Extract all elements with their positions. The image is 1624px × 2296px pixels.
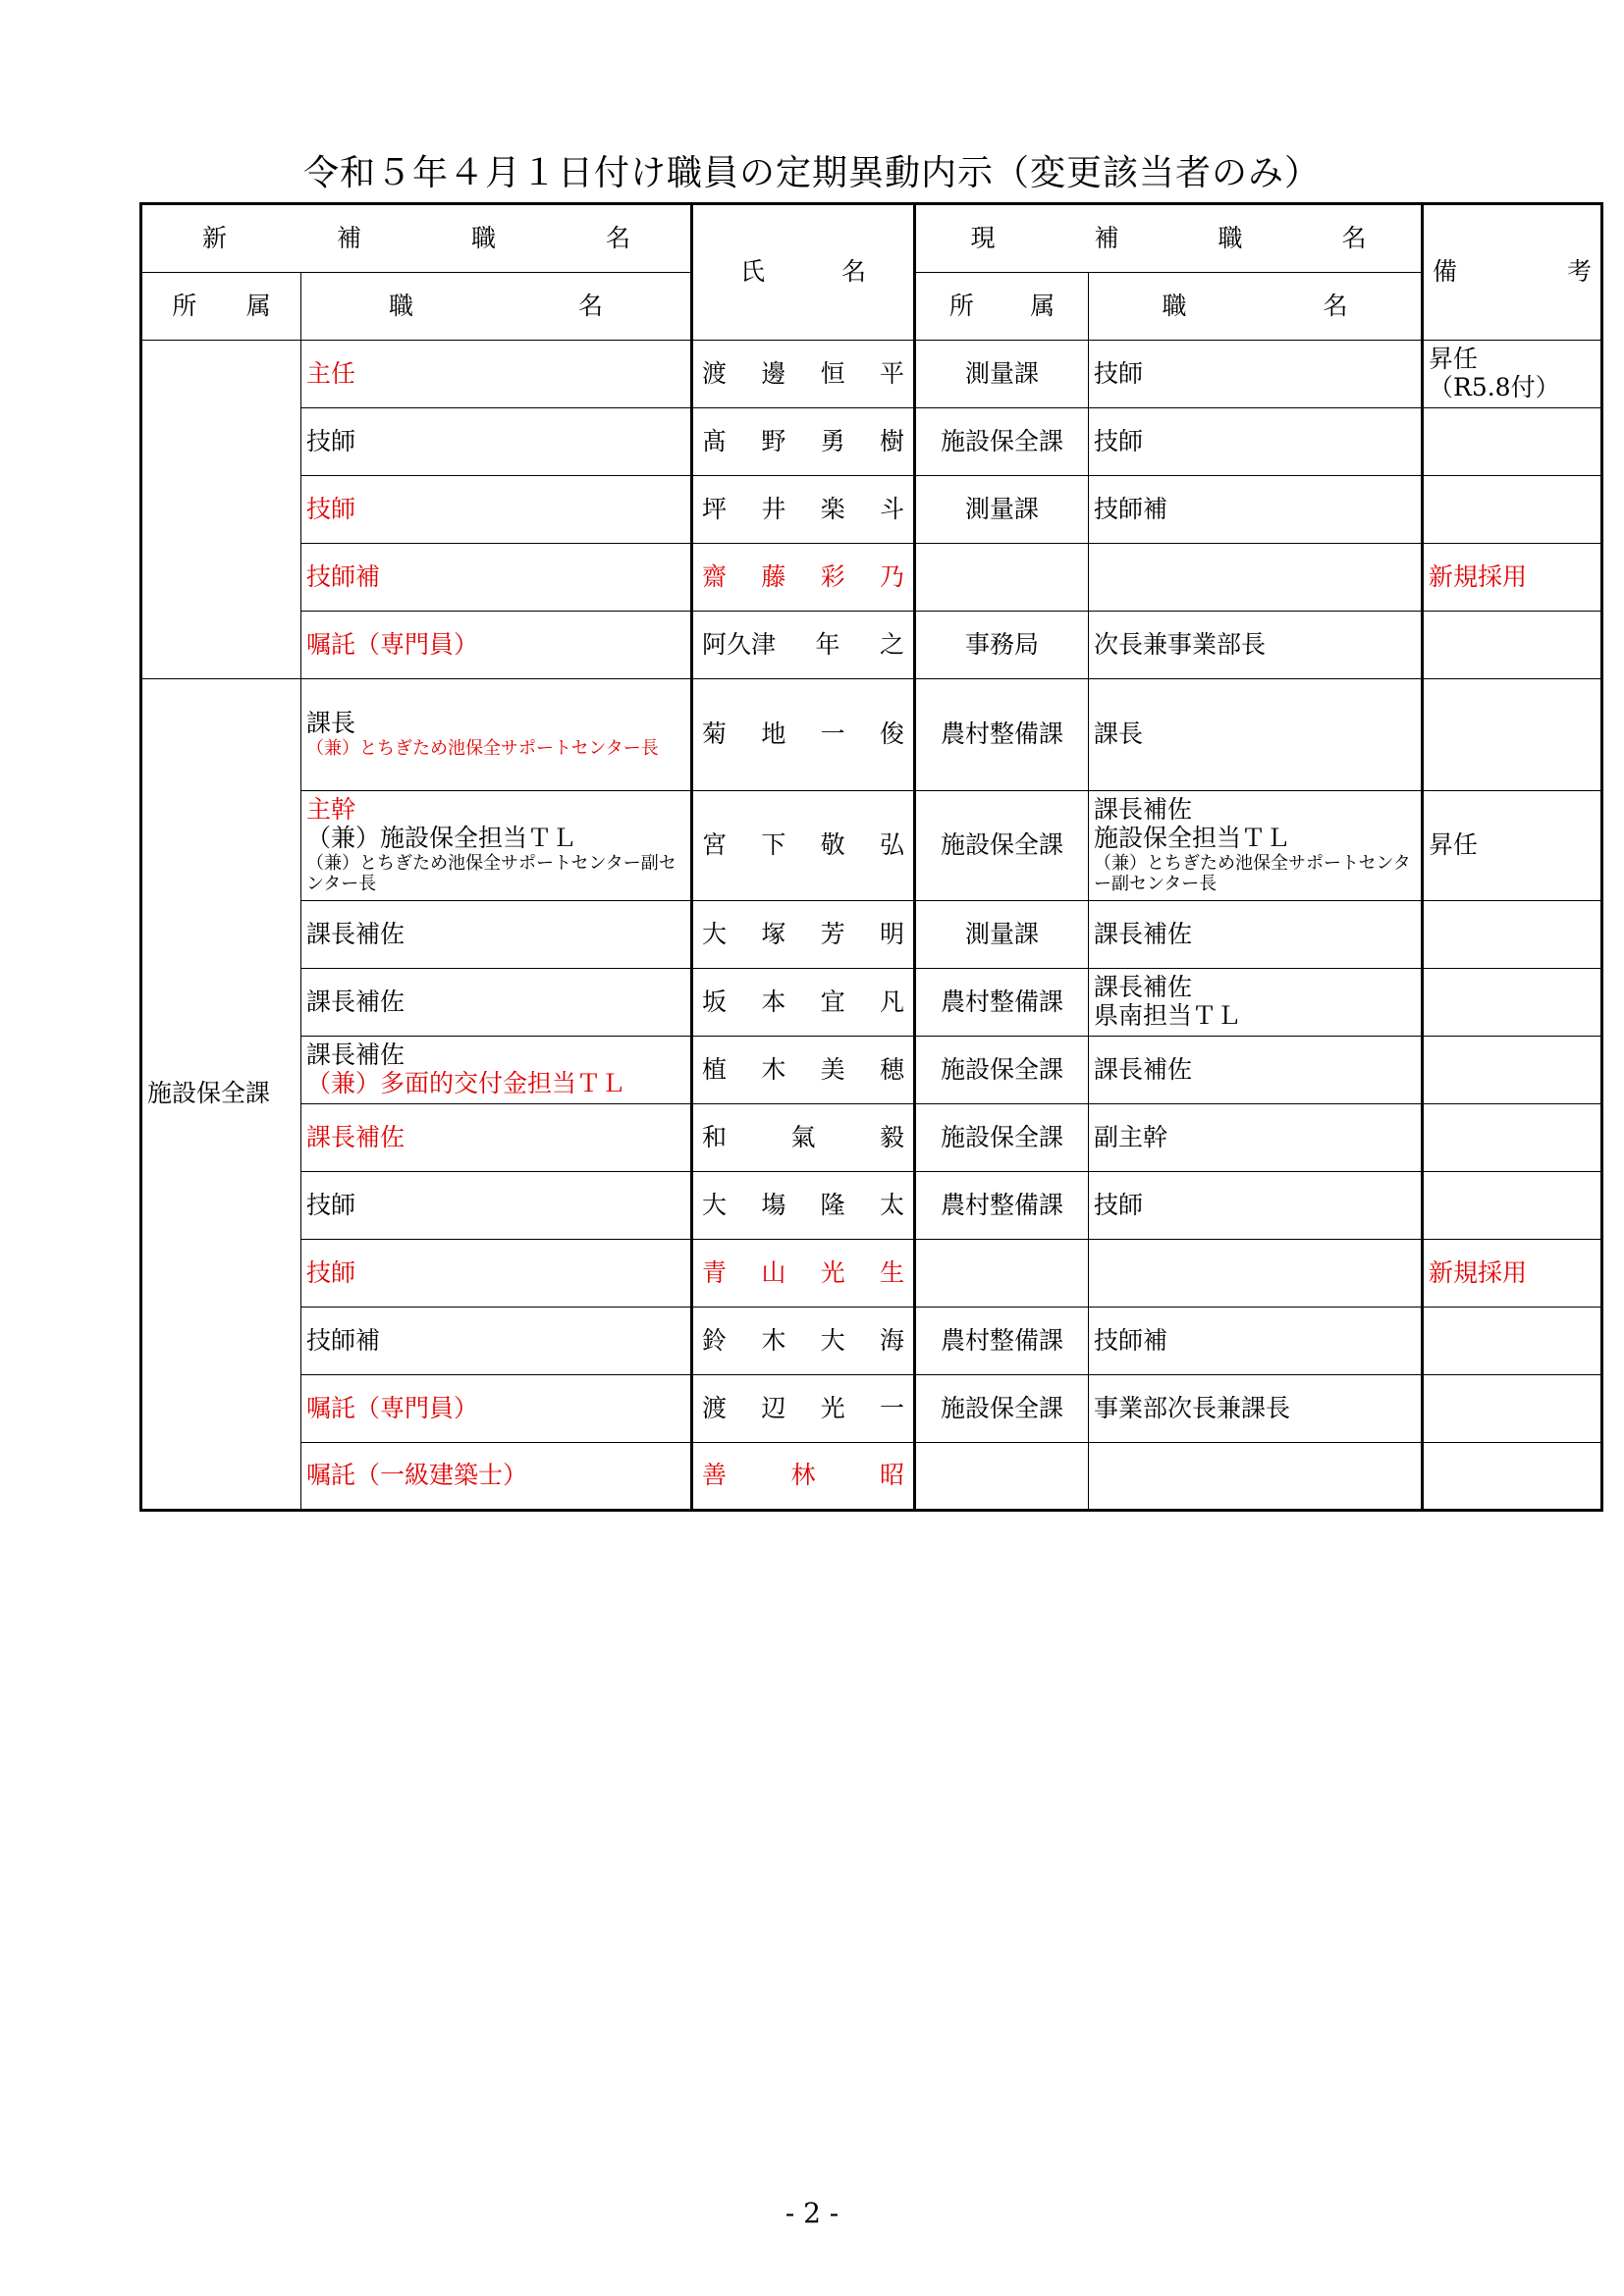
new-job-title-cell: [301, 1375, 692, 1443]
current-job-title-cell: [1089, 476, 1423, 544]
header-char: 名: [840, 257, 866, 287]
name-cell: [692, 1308, 915, 1375]
current-job-title: 課長: [1094, 720, 1144, 749]
name-part: 菊: [702, 720, 728, 749]
name-cell: [692, 1104, 915, 1172]
current-job-title-cell: [1089, 1308, 1423, 1375]
name-part: 髙: [702, 426, 728, 455]
remarks-cell: [1423, 1308, 1602, 1375]
name-part: 木: [761, 1054, 786, 1084]
name-part: 渡: [702, 1393, 728, 1422]
header-char: 職: [1162, 291, 1187, 320]
name-part: 青: [702, 1257, 728, 1287]
current-affiliation: 施設保全課: [940, 426, 1063, 455]
new-job-title: 技師: [306, 494, 356, 523]
name-part: 太: [879, 1190, 904, 1219]
current-job-title: 課長補佐: [1094, 795, 1193, 825]
new-job-title-cell: [301, 1308, 692, 1375]
new-job-title-concurrent: （兼）多面的交付金担当ＴＬ: [306, 1069, 626, 1097]
header-char: 職: [470, 223, 496, 252]
document-title: 令和５年４月１日付け職員の定期異動内示（変更該当者のみ）: [302, 153, 1321, 193]
current-affiliation-cell: [915, 1443, 1089, 1511]
header-char: 所: [948, 291, 974, 320]
new-job-title: 嘱託（一級建築士）: [306, 1461, 528, 1490]
new-job-title-cell: [301, 544, 692, 612]
new-job-title: 課長補佐: [306, 1122, 406, 1151]
name-part: 敬: [820, 830, 845, 860]
remarks-cell: [1423, 612, 1602, 679]
header-char: 名: [605, 223, 630, 252]
table-row: [141, 476, 1602, 544]
remarks-cell: [1423, 969, 1602, 1037]
remarks-cell: [1423, 1037, 1602, 1104]
name-part: 斗: [879, 494, 904, 523]
current-affiliation: 施設保全課: [940, 1122, 1063, 1151]
name-cell: [692, 969, 915, 1037]
name-part: 生: [879, 1257, 904, 1287]
header-char: 新: [201, 223, 227, 252]
name-part: 明: [879, 919, 904, 948]
name-cell: [692, 901, 915, 969]
table-row: [141, 679, 1602, 791]
current-affiliation: 測量課: [964, 919, 1039, 948]
current-affiliation: 施設保全課: [940, 830, 1063, 860]
current-job-title-concurrent: 施設保全担当ＴＬ: [1094, 823, 1291, 852]
header-char: 名: [1341, 223, 1367, 252]
new-job-title-cell: [301, 1240, 692, 1308]
name-part: 氣: [790, 1122, 816, 1151]
name-part: 毅: [879, 1122, 904, 1151]
current-job-title-cell: [1089, 408, 1423, 476]
current-job-title: 課長補佐: [1094, 1054, 1193, 1084]
header-char: 補: [1094, 223, 1119, 252]
name-part: 穂: [879, 1054, 904, 1084]
remarks-cell: [1423, 791, 1602, 901]
name-part: 隆: [820, 1190, 845, 1219]
name-cell: [692, 1443, 915, 1511]
remarks-cell: [1423, 1104, 1602, 1172]
name-part: 弘: [879, 830, 904, 860]
new-job-title-cell: [301, 791, 692, 901]
name-part: 齋: [702, 561, 728, 591]
name-part: 芳: [820, 919, 845, 948]
new-job-title-cell: [301, 679, 692, 791]
name-part: 俊: [879, 720, 904, 749]
table-row: [141, 1443, 1602, 1511]
new-job-title-note: （兼）とちぎため池保全サポートセンター長: [306, 738, 659, 760]
name-part: 地: [761, 720, 786, 749]
name-part: 渡: [702, 358, 728, 388]
current-job-title-cell: [1089, 544, 1423, 612]
name-cell: [692, 612, 915, 679]
remarks-cell: [1423, 1240, 1602, 1308]
name-part: 塚: [761, 919, 786, 948]
remarks-cell: [1423, 1375, 1602, 1443]
name-part: 善: [702, 1461, 728, 1490]
current-job-title-cell: [1089, 969, 1423, 1037]
remarks-cell: [1423, 679, 1602, 791]
new-job-title: 嘱託（専門員）: [306, 629, 479, 659]
current-affiliation: 測量課: [964, 358, 1039, 388]
new-job-title: 技師: [306, 426, 356, 455]
name-part: 一: [820, 720, 845, 749]
name-part: 光: [820, 1393, 845, 1422]
current-affiliation: 事務局: [964, 629, 1039, 659]
new-job-title: 課長: [306, 709, 356, 738]
name-cell: [692, 791, 915, 901]
table-row: [141, 791, 1602, 901]
current-affiliation: 農村整備課: [940, 1190, 1063, 1219]
table-row: [141, 1037, 1602, 1104]
header-new-affiliation: [141, 273, 301, 341]
name-part: 宮: [702, 830, 728, 860]
current-job-title-cell: [1089, 1172, 1423, 1240]
name-part: 植: [702, 1054, 728, 1084]
remarks-subtext: （R5.8付）: [1429, 373, 1560, 401]
header-current-affiliation: [915, 273, 1089, 341]
current-job-title-cell: [1089, 1443, 1423, 1511]
new-job-title: 技師: [306, 1190, 356, 1219]
header-char: 名: [577, 291, 603, 320]
table-row: [141, 969, 1602, 1037]
table-row: [141, 901, 1602, 969]
remarks-text: 新規採用: [1429, 561, 1528, 591]
header-current-post: [915, 204, 1423, 273]
header-char: 属: [245, 291, 271, 320]
name-part: 藤: [761, 561, 786, 591]
current-job-title: 技師補: [1094, 1325, 1168, 1355]
name-part: 美: [820, 1054, 845, 1084]
current-affiliation-cell: [915, 1172, 1089, 1240]
new-job-title-concurrent: （兼）施設保全担当ＴＬ: [306, 823, 577, 852]
table-row: [141, 544, 1602, 612]
remarks-cell: [1423, 341, 1602, 408]
new-job-title-cell: [301, 969, 692, 1037]
header-new-post: [141, 204, 692, 273]
name-part: 下: [761, 830, 786, 860]
new-affiliation-cell: [141, 341, 301, 679]
name-part: 恒: [820, 358, 845, 388]
current-affiliation-cell: [915, 679, 1089, 791]
name-part: 坂: [702, 987, 728, 1016]
name-part: 辺: [761, 1393, 786, 1422]
name-part: 鈴: [702, 1325, 728, 1355]
current-affiliation-cell: [915, 1240, 1089, 1308]
current-affiliation: 測量課: [964, 494, 1039, 523]
name-part: 之: [879, 629, 904, 659]
new-job-title: 嘱託（専門員）: [306, 1393, 479, 1422]
current-affiliation-cell: [915, 544, 1089, 612]
current-affiliation: 農村整備課: [940, 720, 1063, 749]
new-job-title-cell: [301, 1172, 692, 1240]
current-affiliation: 農村整備課: [940, 1325, 1063, 1355]
current-job-title: 技師: [1094, 1190, 1144, 1219]
transfer-table: [139, 202, 1603, 1512]
new-job-title-cell: [301, 612, 692, 679]
current-affiliation: 施設保全課: [940, 1054, 1063, 1084]
new-job-title: 技師補: [306, 1325, 381, 1355]
table-row: [141, 1308, 1602, 1375]
name-part: 阿久津: [702, 629, 777, 659]
new-job-title-cell: [301, 341, 692, 408]
new-job-title: 主任: [306, 358, 356, 388]
current-affiliation-cell: [915, 901, 1089, 969]
new-job-title-cell: [301, 1104, 692, 1172]
current-job-title: 副主幹: [1094, 1122, 1168, 1151]
current-job-title-cell: [1089, 791, 1423, 901]
name-part: 井: [761, 494, 786, 523]
current-affiliation-cell: [915, 408, 1089, 476]
new-job-title-cell: [301, 1443, 692, 1511]
name-part: 楽: [820, 494, 845, 523]
new-job-title: 技師補: [306, 561, 381, 591]
header-char: 職: [388, 291, 413, 320]
current-job-title: 課長補佐: [1094, 919, 1193, 948]
name-part: 木: [761, 1325, 786, 1355]
current-affiliation: 施設保全課: [940, 1393, 1063, 1422]
current-affiliation: 農村整備課: [940, 987, 1063, 1016]
name-part: 塲: [761, 1190, 786, 1219]
table-row: [141, 341, 1602, 408]
name-part: 平: [879, 358, 904, 388]
name-part: 年: [815, 629, 840, 659]
name-part: 山: [761, 1257, 786, 1287]
name-part: 昭: [879, 1461, 904, 1490]
remarks-cell: [1423, 408, 1602, 476]
header-char: 補: [336, 223, 361, 252]
current-job-title-concurrent: 県南担当ＴＬ: [1094, 1001, 1242, 1030]
new-job-title-cell: [301, 1037, 692, 1104]
name-cell: [692, 544, 915, 612]
table-row: [141, 1172, 1602, 1240]
current-affiliation-cell: [915, 1308, 1089, 1375]
table-row: [141, 1375, 1602, 1443]
name-part: 光: [820, 1257, 845, 1287]
header-char: 現: [970, 223, 996, 252]
remarks-text: 昇任: [1429, 345, 1479, 374]
remarks-cell: [1423, 1443, 1602, 1511]
current-affiliation-cell: [915, 969, 1089, 1037]
current-job-title-note: （兼）とちぎため池保全サポートセンター副センター長: [1094, 852, 1411, 895]
name-part: 乃: [879, 561, 904, 591]
remarks-cell: [1423, 544, 1602, 612]
name-cell: [692, 1037, 915, 1104]
name-cell: [692, 476, 915, 544]
header-current-job-title: [1089, 273, 1423, 341]
current-job-title-cell: [1089, 679, 1423, 791]
name-cell: [692, 1375, 915, 1443]
new-job-title-cell: [301, 901, 692, 969]
current-job-title: 技師補: [1094, 494, 1168, 523]
name-part: 野: [761, 426, 786, 455]
header-name: [692, 204, 915, 341]
name-part: 海: [879, 1325, 904, 1355]
page-number: - 2 -: [785, 2197, 839, 2229]
current-job-title-cell: [1089, 901, 1423, 969]
name-part: 彩: [820, 561, 845, 591]
header-char: 考: [1566, 257, 1592, 287]
new-affiliation-cell: [141, 679, 301, 1511]
table-row: [141, 1104, 1602, 1172]
new-job-title: 課長補佐: [306, 987, 406, 1016]
name-part: 和: [702, 1122, 728, 1151]
remarks-text: 新規採用: [1429, 1257, 1528, 1287]
header-char: 氏: [739, 257, 765, 287]
name-part: 大: [702, 1190, 728, 1219]
new-job-title-cell: [301, 408, 692, 476]
current-job-title-cell: [1089, 1240, 1423, 1308]
new-job-title: 技師: [306, 1257, 356, 1287]
current-job-title: 技師: [1094, 426, 1144, 455]
header-remarks: [1423, 204, 1602, 341]
current-job-title: 次長兼事業部長: [1094, 629, 1267, 659]
name-part: 邊: [761, 358, 786, 388]
current-job-title-cell: [1089, 1375, 1423, 1443]
remarks-cell: [1423, 901, 1602, 969]
header-char: 所: [172, 291, 197, 320]
current-affiliation-cell: [915, 1037, 1089, 1104]
current-job-title: 課長補佐: [1094, 973, 1193, 1002]
name-part: 樹: [879, 426, 904, 455]
current-affiliation-cell: [915, 476, 1089, 544]
new-job-title-cell: [301, 476, 692, 544]
name-part: 一: [879, 1393, 904, 1422]
current-affiliation-cell: [915, 341, 1089, 408]
name-cell: [692, 341, 915, 408]
current-affiliation-cell: [915, 1104, 1089, 1172]
remarks-cell: [1423, 1172, 1602, 1240]
current-job-title-cell: [1089, 1104, 1423, 1172]
table-row: [141, 612, 1602, 679]
current-job-title-cell: [1089, 612, 1423, 679]
header-new-job-title: [301, 273, 692, 341]
remarks-cell: [1423, 476, 1602, 544]
current-job-title: 事業部次長兼課長: [1094, 1393, 1291, 1422]
name-part: 凡: [879, 987, 904, 1016]
current-job-title: 技師: [1094, 358, 1144, 388]
name-part: 勇: [820, 426, 845, 455]
current-job-title-cell: [1089, 1037, 1423, 1104]
current-affiliation-cell: [915, 791, 1089, 901]
remarks-text: 昇任: [1429, 830, 1479, 860]
header-char: 属: [1030, 291, 1056, 320]
name-cell: [692, 1172, 915, 1240]
table-row: [141, 1240, 1602, 1308]
current-affiliation-cell: [915, 612, 1089, 679]
name-cell: [692, 679, 915, 791]
name-part: 大: [820, 1325, 845, 1355]
current-affiliation-cell: [915, 1375, 1089, 1443]
new-job-title: 課長補佐: [306, 919, 406, 948]
new-job-title: 課長補佐: [306, 1041, 406, 1070]
name-part: 宜: [820, 987, 845, 1016]
header-char: 備: [1433, 257, 1458, 287]
table-row: [141, 408, 1602, 476]
new-job-title: 主幹: [306, 795, 356, 825]
current-job-title-cell: [1089, 341, 1423, 408]
name-part: 本: [761, 987, 786, 1016]
new-affiliation: 施設保全課: [147, 1079, 271, 1108]
name-part: 大: [702, 919, 728, 948]
header-char: 職: [1218, 223, 1243, 252]
name-part: 坪: [702, 494, 728, 523]
name-part: 林: [790, 1461, 816, 1490]
new-job-title-note: （兼）とちぎため池保全サポートセンター副センター長: [306, 852, 677, 895]
header-char: 名: [1323, 291, 1348, 320]
name-cell: [692, 408, 915, 476]
name-cell: [692, 1240, 915, 1308]
